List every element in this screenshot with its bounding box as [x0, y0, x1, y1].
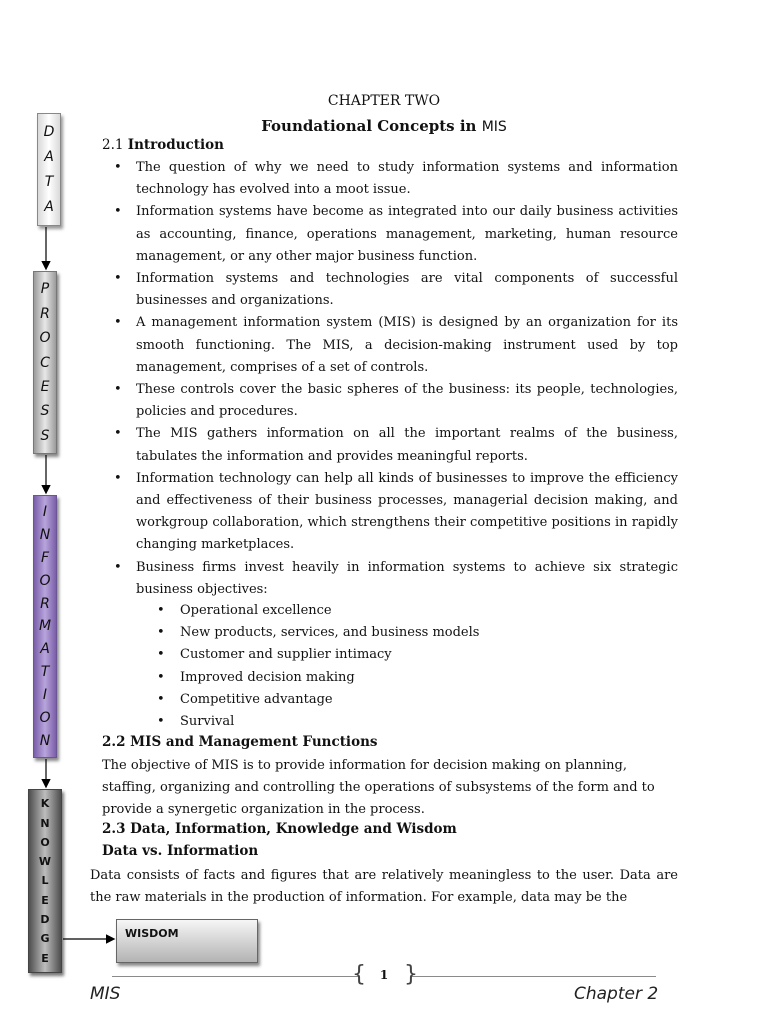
list-item: • A management information system (MIS) is designed by an organization for its smooth functioning. The MIS, a decision-making instrument used by top management, comprises of a set of controls.: [108, 312, 678, 379]
strategic-objectives-list: [154, 600, 674, 733]
diagram-letter: P: [40, 281, 50, 298]
footer-brace-right: }: [404, 962, 418, 987]
footer-course-label: MIS: [90, 984, 121, 1004]
page-number: 1: [379, 968, 389, 982]
diagram-letter: S: [40, 403, 50, 420]
list-item: • These controls cover the basic spheres of the business: its people, technologies, policies and procedures.: [108, 379, 678, 423]
list-item: • Information technology can help all kinds of businesses to improve the efficiency and effectiveness of their business processes, managerial decision making, and workgroup collaboration, which strengthens their competitive positions in rapidly changing marketplaces.: [108, 468, 678, 557]
chapter-title-suffix: MIS: [481, 119, 507, 135]
objective-item: • Improved decision making: [154, 667, 674, 689]
diagram-letter: F: [40, 549, 50, 566]
diagram-letter: A: [44, 199, 54, 215]
diagram-letter: I: [42, 503, 48, 520]
chapter-title-main: Foundational Concepts in: [261, 117, 477, 135]
objective-item: • Customer and supplier intimacy: [154, 644, 674, 666]
objective-item: • New products, services, and business models: [154, 622, 674, 644]
section-2-3-heading: 2.3 Data, Information, Knowledge and Wisdom: [102, 821, 457, 837]
diagram-letter: K: [40, 797, 50, 811]
objective-item: • Operational excellence: [154, 600, 674, 622]
wisdom-label: WISDOM: [125, 927, 179, 940]
diagram-letter: N: [39, 732, 51, 749]
diagram-letter: E: [40, 378, 50, 395]
section-2-1-title: Introduction: [127, 137, 224, 153]
section-2-1-number: 2.1: [102, 137, 124, 153]
objective-item: • Survival: [154, 711, 674, 733]
diagram-letter: D: [43, 124, 55, 140]
footer-rule-left: [112, 976, 358, 977]
diagram-letter: D: [40, 913, 50, 927]
section-2-1-heading: [102, 137, 224, 153]
diagram-letter: I: [42, 687, 48, 704]
diagram-letter: W: [38, 855, 52, 869]
diagram-letter: E: [41, 951, 49, 965]
diagram-letter: A: [44, 149, 54, 165]
introduction-bullet-list: [108, 157, 678, 601]
diagram-letter: G: [40, 932, 50, 946]
diagram-letter: L: [41, 874, 49, 888]
diagram-letter: N: [39, 526, 51, 543]
footer-chapter-label: Chapter 2: [574, 984, 659, 1004]
data-vs-information-heading: Data vs. Information: [102, 843, 259, 859]
diagram-letter: O: [40, 835, 50, 849]
diagram-letter: O: [39, 330, 51, 347]
diagram-letter: O: [39, 572, 51, 589]
list-item: • Business firms invest heavily in information systems to achieve six strategic business objectives:: [108, 557, 678, 601]
objective-item: • Competitive advantage: [154, 689, 674, 711]
chapter-title: [0, 117, 768, 135]
diagram-letter: A: [40, 641, 50, 658]
diagram-letter: M: [38, 618, 52, 635]
diagram-letter: E: [41, 893, 49, 907]
section-2-2-heading: 2.2 MIS and Management Functions: [102, 734, 378, 750]
list-item: • The question of why we need to study information systems and information technology has evolved into a moot issue.: [108, 157, 678, 201]
data-vs-information-paragraph: Data consists of facts and figures that are relatively meaningless to the user. Data are the raw materials in the production of information. For example, data may be the: [90, 868, 678, 906]
diagram-letter: R: [40, 595, 50, 612]
diagram-letter: T: [44, 174, 54, 190]
diagram-letter: C: [40, 354, 50, 371]
list-item: • Information systems and technologies are vital components of successful businesses and organizations.: [108, 268, 678, 312]
diagram-letter: R: [40, 305, 50, 322]
list-item: • The MIS gathers information on all the important realms of the business, tabulates the information and provides meaningful reports.: [108, 423, 678, 467]
chapter-label: CHAPTER TWO: [327, 93, 441, 109]
diagram-letter: T: [40, 664, 50, 681]
diagram-letter: S: [40, 427, 50, 444]
footer-brace-left: {: [352, 962, 366, 987]
diagram-letter: O: [39, 710, 51, 727]
diagram-letter: N: [40, 816, 50, 830]
section-2-2-paragraph: The objective of MIS is to provide information for decision making on planning, staffing, organizing and controlling the operations of subsystems of the form and to provide a synergetic organization in the process.: [102, 758, 655, 818]
footer-rule-right: [410, 976, 656, 977]
list-item: • Information systems have become as integrated into our daily business activities as accounting, finance, operations management, marketing, human resource management, or any other major business function.: [108, 201, 678, 268]
